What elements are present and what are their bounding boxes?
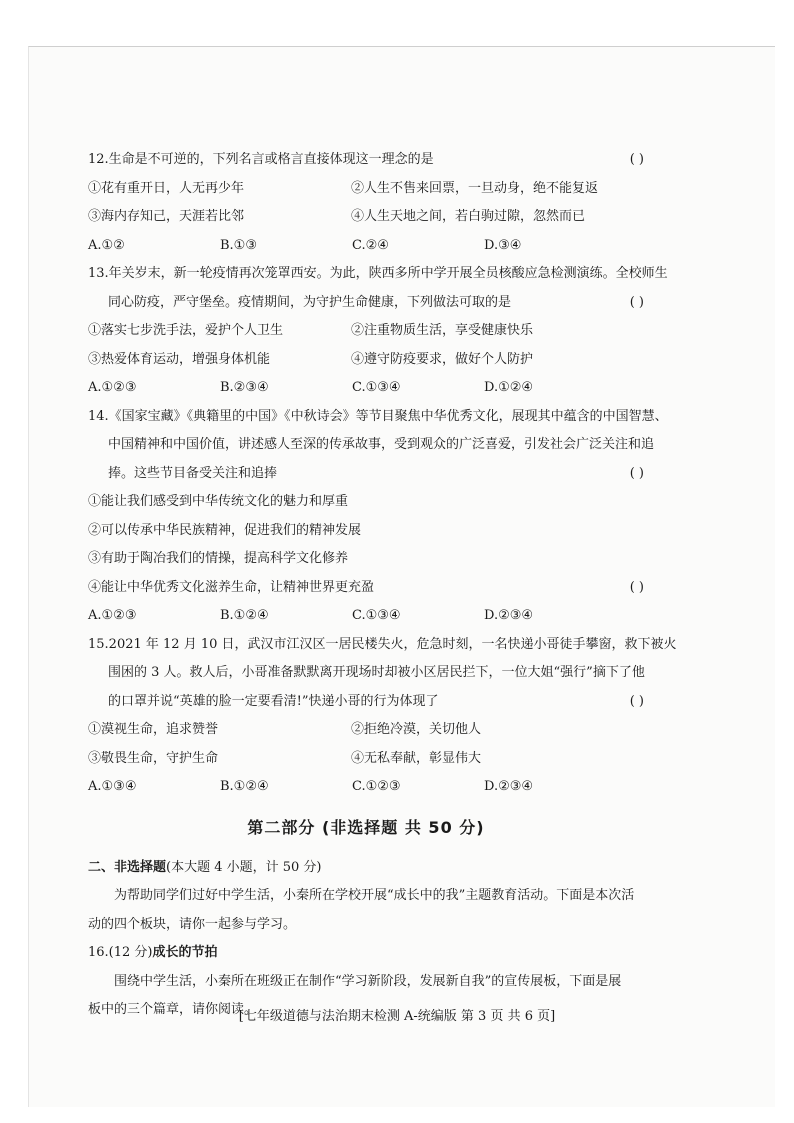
section-two-heading-bold: 二、非选择题 — [88, 859, 167, 875]
q12-stem — [88, 146, 644, 175]
q13-choice-d: D.①②④ — [484, 380, 534, 395]
q12-answer-paren: ( ) — [629, 152, 644, 167]
q15-line-3-text: 的口罩并说“英雄的脸一定要看清!”快递小哥的行为体现了 — [108, 693, 439, 709]
q13-option-3: ③热爱体育运动，增强身体机能 — [88, 351, 271, 367]
q15-option-2: ②拒绝冷漠，关切他人 — [351, 722, 482, 737]
q14-line-1: 14.《国家宝藏》《典籍里的中国》《中秋诗会》等节目聚焦中华优秀文化，展现其中蕴含的中国智慧、 — [88, 408, 668, 424]
q12-choice-d: D.③④ — [484, 237, 522, 253]
q16-title: 成长的节拍 — [152, 945, 218, 960]
q12-option-2: ②人生不售来回票，一旦动身，绝不能复返 — [351, 180, 599, 196]
q13-answer-paren: ( ) — [629, 294, 644, 310]
q16-line-1: 围绕中学生活，小秦所在班级正在制作“学习新阶段，发展新自我”的宣传展板，下面是展 — [114, 973, 622, 989]
q13-choices — [88, 374, 644, 403]
q14-choice-c: C.①③④ — [352, 608, 401, 623]
q12-options-row2 — [88, 203, 644, 232]
q13-line-2-text: 同心防疫，严守堡垒。疫情期间，为守护生命健康，下列做法可取的是 — [108, 294, 512, 310]
q14-option-3: ③有助于陶冶我们的情操，提高科学文化修养 — [88, 551, 349, 566]
q12-choice-c: C.②④ — [352, 237, 389, 253]
q14-option-1: ①能让我们感受到中华传统文化的魅力和厚重 — [88, 494, 349, 509]
page-footer — [0, 1005, 794, 1024]
q12-options-row1 — [88, 175, 644, 204]
q16-line-2: 板中的三个篇章，请你阅读。 — [88, 1002, 258, 1017]
q15-options-row1 — [88, 716, 644, 745]
section-two-heading — [88, 854, 644, 883]
q15-choice-d: D.②③④ — [484, 779, 534, 794]
q13-choice-b: B.②③④ — [220, 380, 269, 395]
q15-options-row2 — [88, 745, 644, 774]
q13-choice-a: A.①②③ — [88, 380, 137, 395]
q12-choice-a: A.①② — [88, 237, 125, 253]
intro-line-2: 动的四个板块，请你一起参与学习。 — [88, 916, 297, 932]
q13-line-1: 13.年关岁末，新一轮疫情再次笼罩西安。为此，陕西多所中学开展全员核酸应急检测演练。全校师生 — [88, 266, 668, 281]
q14-answer-paren-1: ( ) — [629, 465, 644, 481]
q12-option-4: ④人生天地之间，若白驹过隙，忽然而已 — [351, 209, 586, 224]
q14-choice-a: A.①②③ — [88, 608, 137, 623]
q15-line-1: 15.2021 年 12 月 10 日，武汉市江汉区一居民楼失火，危急时刻，一名快递小哥徒手攀窗，救下被火 — [88, 636, 677, 652]
part-two-title: 第二部分 (非选择题 共 50 分) — [247, 817, 485, 837]
q15-choices — [88, 773, 644, 802]
q15-option-3: ③敬畏生命，守护生命 — [88, 750, 219, 766]
q13-options-row2 — [88, 346, 644, 375]
q13-option-4: ④遵守防疫要求，做好个人防护 — [351, 351, 534, 367]
q15-choice-c: C.①②③ — [352, 779, 401, 794]
q15-choice-b: B.①②④ — [220, 779, 269, 794]
q14-line-3 — [88, 460, 644, 489]
q13-option-2: ②注重物质生活，享受健康快乐 — [351, 323, 534, 338]
q12-option-3: ③海内存知己，天涯若比邻 — [88, 209, 245, 224]
q14-choice-b: B.①②④ — [220, 608, 269, 623]
q14-answer-paren-2: ( ) — [629, 579, 644, 595]
q16-heading — [88, 939, 644, 968]
q15-line-2: 围困的 3 人。救人后，小哥准备默默离开现场时却被小区居民拦下，一位大姐“强行”摘下了他 — [108, 665, 645, 680]
q14-option-4: ④能让中华优秀文化滋养生命，让精神世界更充盈 — [88, 579, 375, 595]
footer-text: [七年级道德与法治期末检测 A-统编版 第 3 页 共 6 页] — [238, 1009, 556, 1024]
q12-choices — [88, 232, 644, 261]
intro-line-1: 为帮助同学们过好中学生活，小秦所在学校开展“成长中的我”主题教育活动。下面是本次活 — [114, 888, 635, 903]
q13-line-2 — [88, 289, 644, 318]
q15-option-1: ①漠视生命，追求赞誉 — [88, 722, 219, 737]
q14-line-2: 中国精神和中国价值，讲述感人至深的传承故事，受到观众的广泛喜爱，引发社会广泛关注和追 — [108, 437, 655, 452]
q14-line-3-text: 捧。这些节目备受关注和追捧 — [108, 465, 278, 481]
q13-choice-c: C.①③④ — [352, 380, 401, 395]
exam-content — [88, 146, 677, 1025]
q12-stem-text: 12.生命是不可逆的，下列名言或格言直接体现这一理念的是 — [88, 152, 434, 167]
q16-label: 16.(12 分) — [88, 945, 153, 960]
q13-option-1: ①落实七步洗手法，爱护个人卫生 — [88, 323, 284, 338]
q15-option-4: ④无私奉献，彰显伟大 — [351, 750, 482, 766]
q12-choice-b: B.①③ — [220, 237, 257, 253]
q14-option-2: ②可以传承中华民族精神，促进我们的精神发展 — [88, 522, 362, 538]
q12-option-1: ①花有重开日，人无再少年 — [88, 180, 245, 196]
q14-choices — [88, 602, 644, 631]
section-two-heading-rest: (本大题 4 小题，计 50 分) — [166, 859, 322, 875]
q14-option-4-row — [88, 574, 644, 603]
q15-line-3 — [88, 688, 644, 717]
q13-options-row1 — [88, 317, 644, 346]
q15-answer-paren: ( ) — [629, 693, 644, 709]
q14-choice-d: D.②③④ — [484, 608, 534, 623]
q15-choice-a: A.①③④ — [88, 779, 137, 794]
